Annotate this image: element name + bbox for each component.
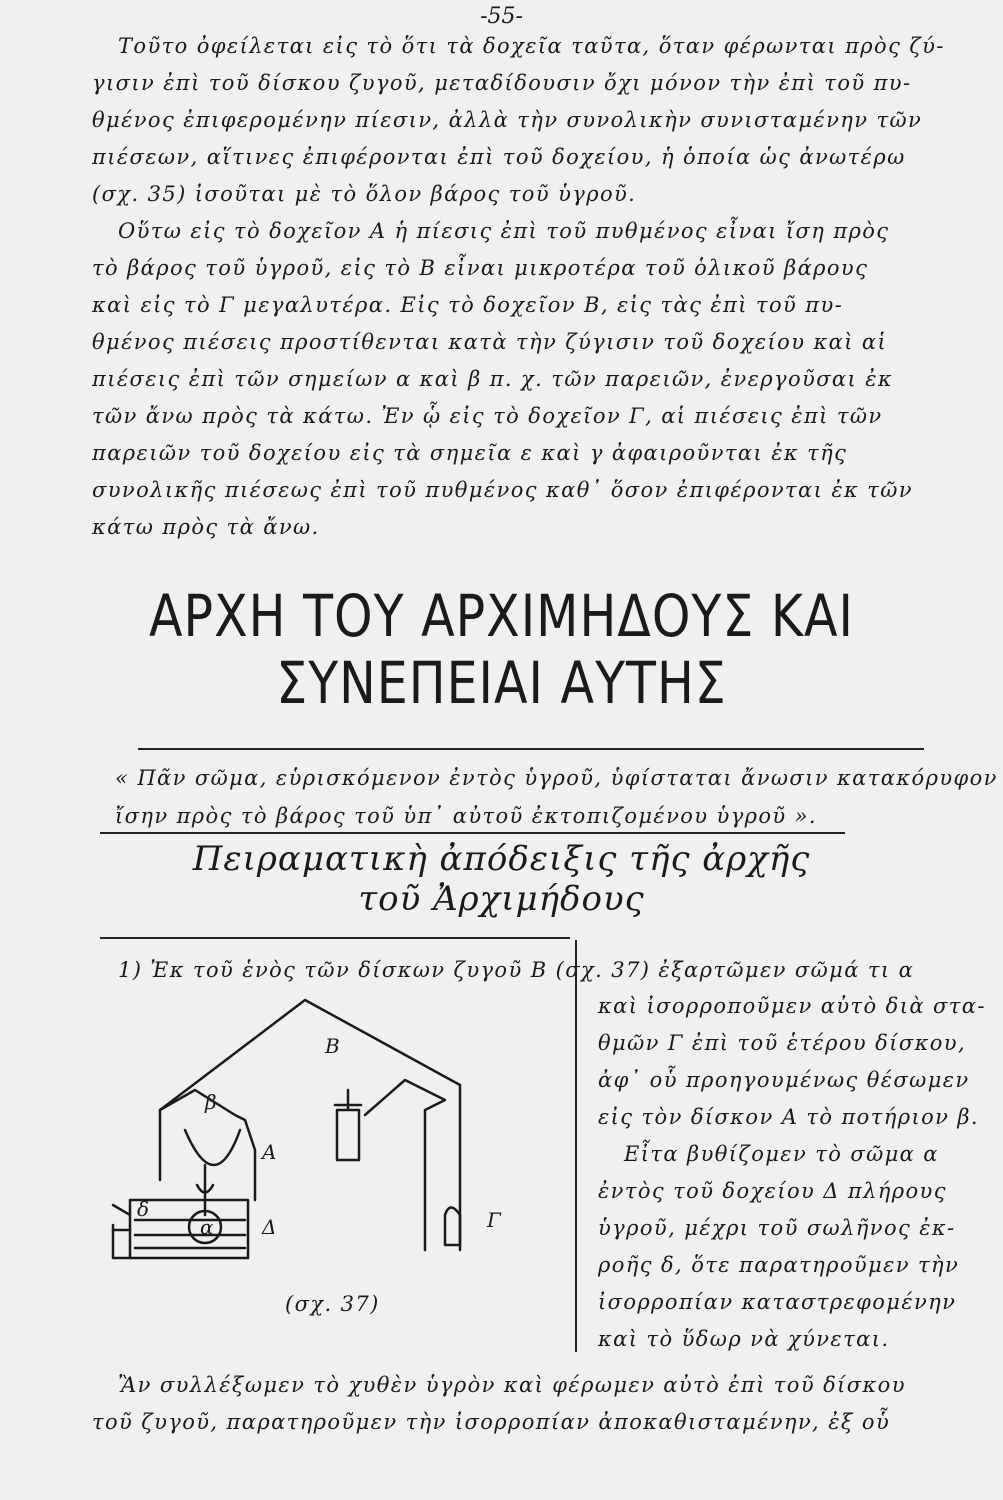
experiment-step-1: 1) Ἐκ τοῦ ἑνὸς τῶν δίσκων ζυγοῦ Β (σχ. 37) ἐξαρτῶμεν σῶμά τι α — [118, 958, 915, 982]
text-line: τὸ βάρος τοῦ ὑγροῦ, εἰς τὸ Β εἶναι μικροτέρα τοῦ ὁλικοῦ βάρους — [92, 256, 869, 280]
text-line: γισιν ἐπὶ τοῦ δίσκου ζυγοῦ, μεταδίδουσιν ὄχι μόνον τὴν ἐπὶ τοῦ πυ- — [92, 71, 912, 95]
text-line: θμένος πιέσεις προστίθενται κατὰ τὴν ζύγισιν τοῦ δοχείου καὶ αἱ — [92, 330, 888, 354]
label-Delta: Δ — [262, 1215, 278, 1239]
text-line: τῶν ἄνω πρὸς τὰ κάτω. Ἐν ᾧ εἰς τὸ δοχεῖον Γ, αἱ πιέσεις ἐπὶ τῶν — [92, 404, 883, 428]
balance-figure — [105, 990, 495, 1285]
label-alpha: α — [200, 1215, 215, 1239]
text-line: Τοῦτο ὀφείλεται εἰς τὸ ὅτι τὰ δοχεῖα ταῦτα, ὅταν φέρωνται πρὸς ζύ- — [118, 34, 945, 58]
text-line: πιέσεων, αἵτινες ἐπιφέρονται ἐπὶ τοῦ δοχείου, ἡ ὁποία ὡς ἀνωτέρω — [92, 145, 906, 169]
text-line: συνολικῆς πιέσεως ἐπὶ τοῦ πυθμένος καθ᾽ ὅσον ἐπιφέρονται ἐκ τῶν — [92, 478, 913, 502]
section-heading-line-1: Πειραματικὴ ἀπόδειξις τῆς ἀρχῆς — [192, 839, 811, 879]
page-number: -55- — [480, 4, 523, 29]
text-line: ἀφ᾽ οὗ προηγουμένως θέσωμεν — [598, 1068, 970, 1092]
text-line: ἐντὸς τοῦ δοχείου Δ πλήρους — [598, 1179, 947, 1203]
principle-line-1: « Πᾶν σῶμα, εὑρισκόμενον ἐντὸς ὑγροῦ, ὑφίσταται ἄνωσιν κατακόρυφον — [115, 766, 998, 790]
text-line: καὶ ἰσορροποῦμεν αὐτὸ διὰ στα- — [598, 994, 986, 1018]
text-line: ὑγροῦ, μέχρι τοῦ σωλῆνος ἐκ- — [598, 1216, 956, 1240]
text-line: πιέσεις ἐπὶ τῶν σημείων α καὶ β π. χ. τῶν παρειῶν, ἐνεργοῦσαι ἐκ — [92, 367, 894, 391]
text-line: (σχ. 35) ἰσοῦται μὲ τὸ ὅλον βάρος τοῦ ὑγροῦ. — [92, 182, 637, 206]
divider — [100, 832, 845, 834]
text-line: καὶ τὸ ὕδωρ νὰ χύνεται. — [598, 1327, 890, 1351]
label-delta: δ — [137, 1197, 151, 1221]
experiment-text-column — [598, 988, 998, 1358]
text-line: τοῦ ζυγοῦ, παρατηροῦμεν τὴν ἰσορροπίαν ἀποκαθισταμένην, ἐξ οὗ — [92, 1410, 891, 1434]
text-line: ἰσορροπίαν καταστρεφομένην — [598, 1290, 957, 1314]
weight-block — [337, 1110, 359, 1160]
closing-paragraph — [92, 1367, 982, 1441]
column-divider — [575, 940, 577, 1352]
chapter-title-line-1: ΑΡΧΗ ΤΟΥ ΑΡΧΙΜΗΔΟΥΣ ΚΑΙ — [149, 582, 854, 651]
section-heading-line-2: τοῦ Ἀρχιμήδους — [358, 879, 645, 919]
figure-caption: (σχ. 37) — [285, 1292, 380, 1316]
label-A: Α — [262, 1140, 278, 1164]
intro-paragraph — [92, 28, 982, 546]
text-line: εἰς τὸν δίσκον Α τὸ ποτήριον β. — [598, 1105, 980, 1129]
weight-hanger — [335, 1090, 361, 1110]
text-line: παρειῶν τοῦ δοχείου εἰς τὰ σημεῖα ε καὶ γ ἀφαιροῦνται ἐκ τῆς — [92, 441, 848, 465]
text-line: Εἶτα βυθίζομεν τὸ σῶμα α — [624, 1142, 939, 1166]
chapter-title-line-2: ΣΥΝΕΠΕΙΑΙ ΑΥΤΗΣ — [276, 649, 727, 718]
label-B: Β — [325, 1034, 342, 1058]
text-line: Οὕτω εἰς τὸ δοχεῖον Α ἡ πίεσις ἐπὶ τοῦ πυθμένος εἶναι ἴση πρὸς — [118, 219, 890, 243]
text-line: καὶ εἰς τὸ Γ μεγαλυτέρα. Εἰς τὸ δοχεῖον Β, εἰς τὰς ἐπὶ τοῦ πυ- — [92, 293, 844, 317]
text-line: θμῶν Γ ἐπὶ τοῦ ἑτέρου δίσκου, — [598, 1031, 967, 1055]
text-line: κάτω πρὸς τὰ ἄνω. — [92, 515, 320, 539]
divider — [100, 937, 570, 939]
glass-beta — [185, 1130, 240, 1165]
text-line: θμένος ἐπιφερομένην πίεσιν, ἀλλὰ τὴν συνολικὴν συνισταμένην τῶν — [92, 108, 923, 132]
principle-line-2: ἴσην πρὸς τὸ βάρος τοῦ ὑπ᾽ αὐτοῦ ἐκτοπιζομένου ὑγροῦ ». — [115, 804, 817, 828]
counterweight-gamma — [445, 1208, 460, 1246]
text-line: Ἂν συλλέξωμεν τὸ χυθὲν ὑγρὸν καὶ φέρωμεν αὐτὸ ἐπὶ τοῦ δίσκου — [118, 1373, 906, 1397]
spout-delta — [113, 1205, 130, 1230]
label-beta: β — [205, 1090, 218, 1114]
text-line: ροῆς δ, ὅτε παρατηροῦμεν τὴν — [598, 1253, 960, 1277]
divider — [138, 748, 924, 750]
label-Gamma: Γ — [487, 1208, 503, 1232]
